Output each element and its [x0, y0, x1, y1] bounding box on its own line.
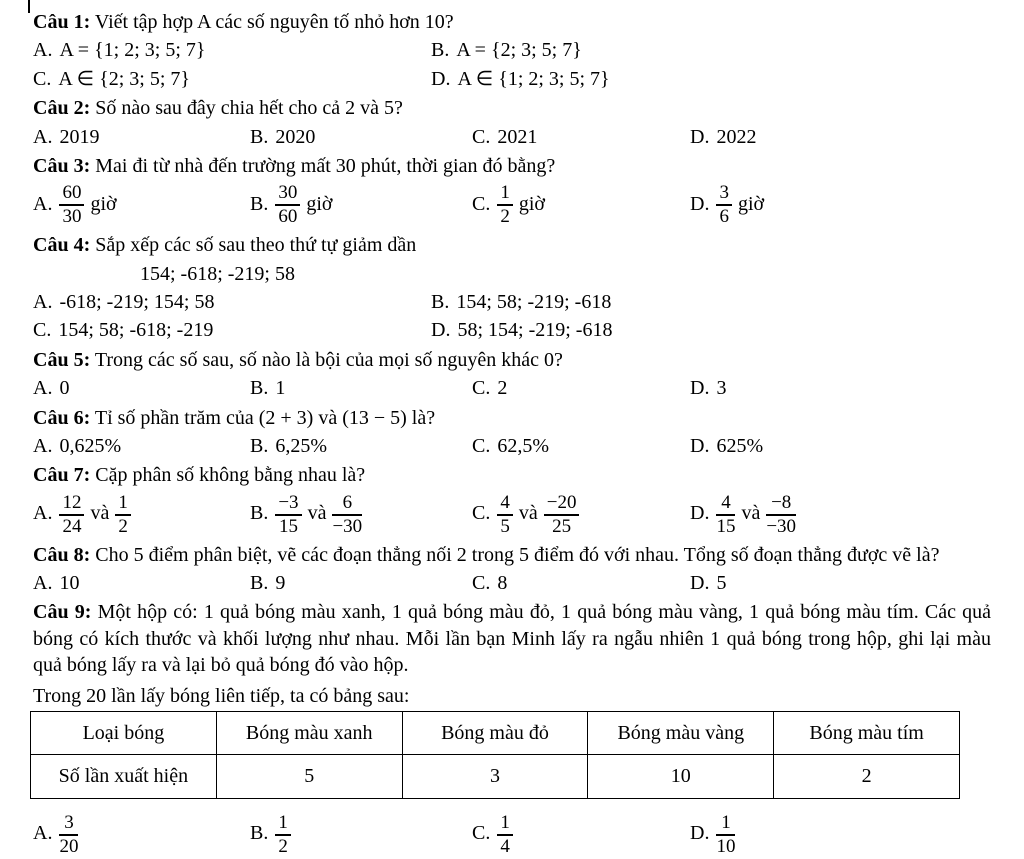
option-D — [690, 181, 991, 229]
option-C — [33, 66, 431, 92]
options-row — [33, 375, 991, 401]
option-text: 2022 — [716, 125, 757, 148]
table-cell: 2 — [774, 755, 960, 798]
fraction-denominator: 15 — [278, 515, 298, 537]
option-label: A. — [33, 192, 53, 215]
option-C — [472, 811, 690, 859]
table-cell: 3 — [402, 755, 588, 798]
table-cell: 10 — [588, 755, 774, 798]
fraction-numerator: 1 — [497, 183, 513, 206]
option-label: A. — [33, 572, 53, 594]
options-row — [33, 181, 991, 229]
table-header-row — [31, 711, 960, 754]
question-8 — [33, 542, 991, 597]
table-header-cell: Bóng màu đỏ — [402, 711, 588, 754]
fraction-denominator: 5 — [500, 515, 510, 537]
table-row — [31, 755, 960, 798]
option-B — [250, 570, 472, 596]
fraction-denominator: 6 — [719, 206, 729, 228]
option-A — [33, 289, 431, 315]
option-label: D. — [690, 192, 710, 215]
fraction — [716, 813, 735, 857]
fraction-numerator: 1 — [115, 493, 131, 516]
option-label: A. — [33, 502, 53, 525]
fraction — [275, 183, 300, 227]
fraction — [497, 813, 513, 857]
option-D — [690, 124, 991, 150]
option-text: 58; 154; -219; -618 — [457, 319, 613, 342]
option-A — [33, 811, 250, 859]
option-text: và — [90, 502, 110, 525]
fraction — [766, 493, 796, 537]
options-row — [33, 289, 991, 344]
question-body: Cho 5 điểm phân biệt, vẽ các đoạn thẳng nối 2 trong 5 điểm đó với nhau. Tổng số đoạn thẳng được vẽ là? — [95, 543, 940, 566]
table-cell: 5 — [216, 755, 402, 798]
option-text: 2020 — [275, 125, 316, 148]
option-text: A = {2; 3; 5; 7} — [456, 39, 582, 62]
option-text: A = {1; 2; 3; 5; 7} — [59, 39, 206, 62]
option-A — [33, 181, 250, 229]
option-label: C. — [33, 67, 52, 90]
option-D — [690, 433, 991, 459]
option-label: B. — [250, 377, 269, 400]
fraction — [716, 493, 735, 537]
fraction-denominator: −30 — [332, 515, 363, 537]
fraction — [275, 813, 291, 857]
option-label: B. — [250, 434, 269, 457]
question-label: Câu 7: — [33, 464, 91, 487]
fraction — [59, 813, 78, 857]
option-text: 625% — [716, 434, 764, 457]
fraction-denominator: 30 — [62, 206, 82, 228]
option-A — [33, 37, 431, 63]
option-label: A. — [33, 125, 53, 148]
option-text: 8 — [497, 572, 508, 594]
question-label: Câu 6: — [33, 406, 91, 429]
option-text: 6,25% — [275, 434, 328, 457]
option-label: B. — [250, 572, 269, 594]
fraction-numerator: −20 — [544, 493, 580, 516]
question-label: Câu 8: — [33, 543, 91, 566]
option-label: C. — [33, 319, 52, 342]
option-text: và — [518, 502, 538, 525]
data-table — [30, 711, 960, 799]
fraction-numerator: 12 — [59, 493, 84, 516]
option-label: A. — [33, 377, 53, 400]
fraction — [275, 493, 301, 537]
fraction-numerator: 6 — [332, 493, 362, 516]
question-5 — [33, 347, 991, 402]
option-text: giờ — [90, 192, 117, 215]
option-label: B. — [250, 125, 269, 148]
question-body: Tỉ số phần trăm của (2 + 3) và (13 − 5) là? — [94, 406, 436, 429]
options-row — [33, 491, 991, 539]
option-text: A ∈ {1; 2; 3; 5; 7} — [457, 67, 610, 90]
fraction-denominator: 2 — [118, 515, 128, 537]
question-9 — [33, 599, 991, 858]
option-text: 2019 — [59, 125, 100, 148]
question-text — [33, 95, 991, 121]
option-label: A. — [33, 39, 53, 62]
option-label: B. — [431, 39, 450, 62]
option-B — [250, 811, 472, 859]
question-6 — [33, 405, 991, 460]
question-2 — [33, 95, 991, 150]
option-C — [472, 124, 690, 150]
option-label: D. — [431, 67, 451, 90]
option-label: C. — [472, 125, 491, 148]
option-A — [33, 433, 250, 459]
fraction — [544, 493, 580, 537]
option-text: 0,625% — [59, 434, 122, 457]
question-body: Sắp xếp các số sau theo thứ tự giảm dần — [95, 234, 417, 257]
option-text: giờ — [306, 192, 333, 215]
option-C — [472, 491, 690, 539]
option-text: 9 — [275, 572, 286, 594]
option-label: C. — [472, 572, 491, 594]
option-label: D. — [690, 572, 710, 594]
question-body: Số nào sau đây chia hết cho cả 2 và 5? — [95, 97, 403, 120]
question-body: Viết tập hợp A các số nguyên tố nhỏ hơn 10? — [94, 11, 454, 33]
fraction-denominator: 2 — [500, 206, 510, 228]
option-B — [431, 37, 991, 63]
question-label: Câu 1: — [33, 11, 91, 33]
question-label: Câu 4: — [33, 234, 91, 257]
table-header-cell: Bóng màu vàng — [588, 711, 774, 754]
option-label: D. — [690, 377, 710, 400]
fraction-denominator: 20 — [59, 835, 79, 857]
option-text: và — [307, 502, 327, 525]
fraction-denominator: 60 — [278, 206, 298, 228]
option-label: B. — [250, 822, 269, 845]
fraction — [59, 493, 84, 537]
question-body: Một hộp có: 1 quả bóng màu xanh, 1 quả bóng màu đỏ, 1 quả bóng màu vàng, 1 quả bóng màu tím. Các quả bóng có kích thước và khối lượng như nhau. Mỗi lần bạn Minh lấy ra ngẫu nhiên 1 quả bóng trong hộp, ghi lại màu quả bóng lấy ra và lại bỏ quả bóng đó vào hộp. — [33, 601, 991, 677]
question-3 — [33, 153, 991, 229]
fraction-numerator: 1 — [275, 813, 291, 836]
option-text: 2 — [497, 377, 508, 400]
option-B — [250, 375, 472, 401]
option-label: D. — [690, 434, 710, 457]
option-C — [472, 375, 690, 401]
question-label: Câu 9: — [33, 601, 92, 624]
questions-container — [33, 9, 991, 859]
question-body: Cặp phân số không bằng nhau là? — [95, 464, 366, 487]
option-text: 5 — [716, 572, 727, 594]
option-text: 154; 58; -219; -618 — [456, 291, 612, 313]
question-text — [33, 347, 991, 373]
option-B — [250, 491, 472, 539]
question-7 — [33, 462, 991, 538]
fraction-denominator: 25 — [552, 515, 572, 537]
fraction — [716, 183, 732, 227]
table-header-cell: Loại bóng — [31, 711, 217, 754]
option-D — [690, 375, 991, 401]
option-text: 0 — [59, 377, 70, 400]
question-body: Mai đi từ nhà đến trường mất 30 phút, thời gian đó bằng? — [95, 154, 556, 177]
fraction-denominator: 24 — [62, 515, 82, 537]
option-C — [472, 181, 690, 229]
table-cell: Số lần xuất hiện — [31, 755, 217, 798]
option-text: 3 — [716, 377, 727, 400]
option-D — [431, 66, 991, 92]
option-B — [250, 181, 472, 229]
option-text: giờ — [518, 192, 545, 215]
option-label: D. — [690, 125, 710, 148]
question-text — [33, 232, 991, 258]
option-label: B. — [431, 291, 450, 313]
question-text — [33, 405, 991, 431]
option-label: A. — [33, 822, 53, 845]
option-A — [33, 124, 250, 150]
question-text — [33, 153, 991, 179]
fraction — [497, 493, 513, 537]
option-label: A. — [33, 434, 53, 457]
option-C — [472, 433, 690, 459]
option-B — [431, 289, 991, 315]
option-A — [33, 570, 250, 596]
option-text: A ∈ {2; 3; 5; 7} — [58, 67, 190, 90]
fraction-denominator: 4 — [500, 835, 510, 857]
option-label: D. — [690, 822, 710, 845]
table-header-cell: Bóng màu tím — [774, 711, 960, 754]
option-C — [472, 570, 690, 596]
options-row — [33, 433, 991, 459]
fraction — [59, 183, 84, 227]
table-caption: Trong 20 lần lấy bóng liên tiếp, ta có bảng sau: — [33, 684, 410, 707]
option-A — [33, 375, 250, 401]
question-1 — [33, 9, 991, 92]
table-header-cell: Bóng màu xanh — [216, 711, 402, 754]
option-text: giờ — [737, 192, 765, 215]
option-label: B. — [250, 502, 269, 525]
question-4 — [33, 232, 991, 344]
option-label: C. — [472, 377, 491, 400]
options-row — [33, 570, 991, 596]
option-text: 62,5% — [497, 434, 550, 457]
option-text: và — [741, 502, 761, 525]
option-label: C. — [472, 822, 491, 845]
question-text — [33, 599, 991, 678]
option-text: -618; -219; 154; 58 — [59, 291, 215, 313]
cursor-mark — [28, 0, 30, 13]
options-row — [33, 124, 991, 150]
option-label: A. — [33, 291, 53, 313]
question-text — [33, 462, 991, 488]
fraction-numerator: −8 — [766, 493, 796, 516]
option-label: C. — [472, 434, 491, 457]
fraction-numerator: 3 — [716, 183, 732, 206]
option-D — [690, 811, 991, 859]
fraction-denominator: 15 — [716, 515, 736, 537]
fraction-denominator: −30 — [766, 515, 797, 537]
option-A — [33, 491, 250, 539]
option-text: 2021 — [497, 125, 538, 148]
fraction — [115, 493, 131, 537]
fraction-denominator: 10 — [716, 835, 736, 857]
option-text: 154; 58; -618; -219 — [58, 319, 214, 342]
question-label: Câu 3: — [33, 154, 91, 177]
option-label: D. — [690, 502, 710, 525]
option-text: 1 — [275, 377, 286, 400]
question-label: Câu 5: — [33, 348, 91, 371]
option-D — [431, 317, 991, 343]
question-subline: 154; -618; -219; 58 — [140, 262, 295, 285]
fraction-numerator: −3 — [275, 493, 301, 516]
fraction-numerator: 4 — [716, 493, 735, 516]
option-text: 10 — [59, 572, 80, 594]
fraction-numerator: 4 — [497, 493, 513, 516]
fraction-denominator: 2 — [278, 835, 288, 857]
option-label: C. — [472, 192, 491, 215]
fraction-numerator: 3 — [59, 813, 78, 836]
options-row — [33, 811, 991, 859]
question-label: Câu 2: — [33, 97, 91, 120]
fraction-numerator: 60 — [59, 183, 84, 206]
option-B — [250, 433, 472, 459]
option-D — [690, 491, 991, 539]
question-body: Trong các số sau, số nào là bội của mọi số nguyên khác 0? — [94, 348, 563, 371]
question-text — [33, 9, 991, 35]
option-label: C. — [472, 502, 491, 525]
option-B — [250, 124, 472, 150]
fraction — [332, 493, 362, 537]
fraction-numerator: 1 — [497, 813, 513, 836]
fraction-numerator: 1 — [716, 813, 735, 836]
fraction-numerator: 30 — [275, 183, 300, 206]
question-text — [33, 542, 991, 568]
option-label: B. — [250, 192, 269, 215]
option-label: D. — [431, 319, 451, 342]
option-D — [690, 570, 991, 596]
options-row — [33, 37, 991, 92]
fraction — [497, 183, 513, 227]
option-C — [33, 317, 431, 343]
